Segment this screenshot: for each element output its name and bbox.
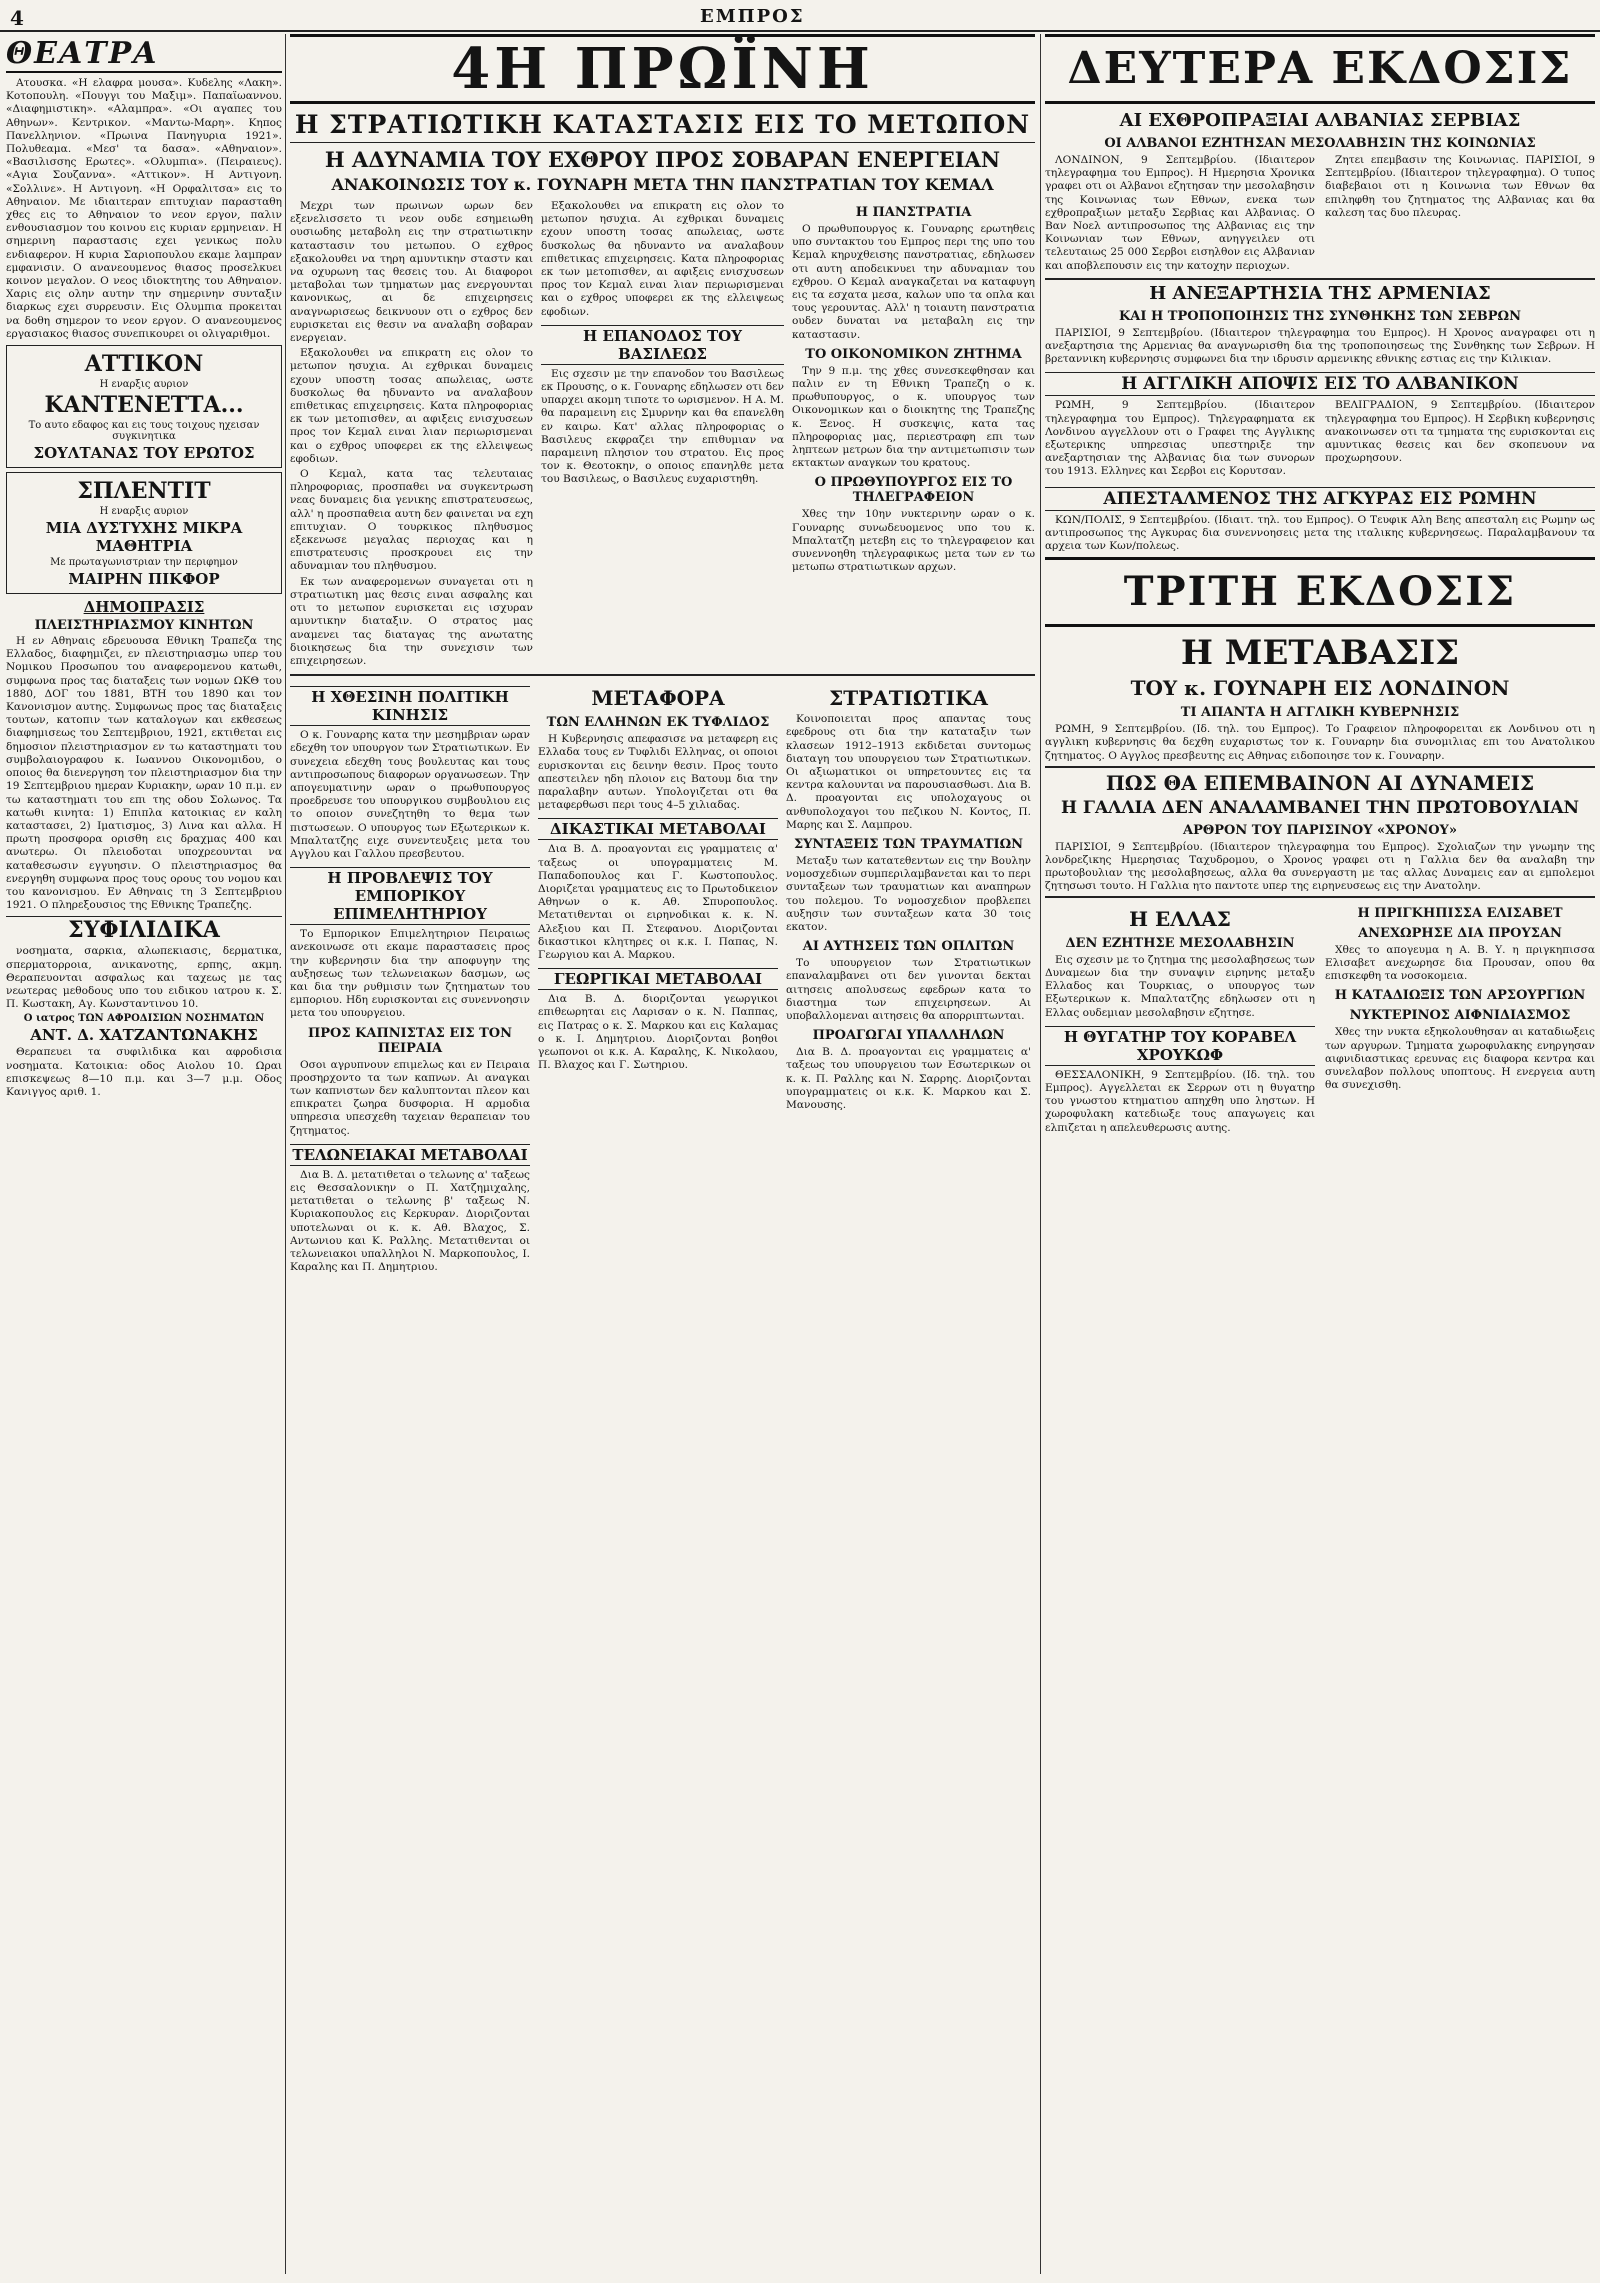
syfilidika-text: νοσηματα, σαρκια, αλωπεκιασις, δερματικα, σπερματορροια, ανικανοτης, ερπης, ακμη. Θεραπευονται ασφαλως και ταχεως με τας νεωτερας μεθοδους υπο του ειδικου ιατρου κ. Σ. Π. Κωστακη, Αγ. Κωνσταντινου 10.: [6, 945, 282, 1011]
iatros-heading: Ο ιατρος ΤΩΝ ΑΦΡΟΔΙΣΙΩΝ ΝΟΣΗΜΑΤΩΝ: [23, 1013, 265, 1025]
telonia-text: Δια Β. Δ. μετατιθεται ο τελωνης α' ταξεως εις Θεσσαλονικην ο Π. Χατζημιχαλης, μετατιθεται ο τελωνης β' ταξεως Ν. Κυριακοπουλος εις Κερκυραν. Διοριζονται υποτελωναι οι κ. κ. Αθ. Βλαχος, Σ. Αντωνιου και Κ. Ραλλης. Μετατιθενται οι τελωνειακοι υπαλληλοι Ν. Μαρκοπουλος, Ι. Καραλης και Π. Δημητριου.: [290, 1168, 530, 1274]
armenia-headline: Η ΑΝΕΞΑΡΤΗΣΙΑ ΤΗΣ ΑΡΜΕΝΙΑΣ: [1045, 278, 1595, 304]
splentit-ad: [6, 472, 282, 594]
proagogai-text: Δια Β. Δ. προαγονται εις γραμματεις α' ταξεως του υπουργειου των Εσωτερικων οι κ. κ. Π. Ραλλης και Ν. Σαρρης. Διοριζονται υπογραμματεις οι κ.κ. Κ. Μαρκου και Σ. Μανουσης.: [786, 1046, 1031, 1111]
lower-col-3: [786, 680, 1031, 1276]
front-section: [290, 34, 1035, 2274]
dikastikai-heading: ΔΙΚΑΣΤΙΚΑΙ ΜΕΤΑΒΟΛΑΙ: [538, 818, 778, 840]
english-view-text-2: ΒΕΛΙΓΡΑΔΙΟΝ, 9 Σεπτεμβρίου. (Ιδιαιτερον τηλεγραφημα του Εμπρος). Η Σερβικη κυβερνησις ανακοινωσεν οτι τα τμηματα της ευρισκονται εις αμυντικας θεσεις και δεν σκοπευουν να προχωρησουν.: [1325, 399, 1595, 465]
prothypourgos-text: Χθες την 10ην νυκτερινην ωραν ο κ. Γουναρης συνωδευομενος υπο του κ. Μπαλτατζη μετεβη εις το τηλεγραφειον και συνεννοηθη τηλεγραφικως μετα των εν τω μετωπω στρατιωτικων αρχων.: [792, 508, 1035, 574]
theatra-heading: ΘΕΑΤΡΑ: [6, 36, 282, 73]
london-deck: ΤΙ ΑΠΑΝΤΑ Η ΑΓΓΛΙΚΗ ΚΥΒΕΡΝΗΣΙΣ: [1180, 705, 1460, 721]
lead-headline: Η ΣΤΡΑΤΙΩΤΙΚΗ ΚΑΤΑΣΤΑΣΙΣ ΕΙΣ ΤΟ ΜΕΤΩΠΟΝ: [290, 110, 1035, 143]
panstratia-heading: Η ΠΑΝΣΤΡΑΤΙΑ: [855, 205, 972, 220]
mia-title: ΜΙΑ ΔΥΣΤΥΧΗΣ ΜΙΚΡΑ ΜΑΘΗΤΡΙΑ: [45, 519, 243, 556]
right-section: [1045, 34, 1595, 2274]
pleistiriasmou-heading: ΠΛΕΙΣΤΗΡΙΑΣΜΟΥ ΚΙΝΗΤΩΝ: [34, 618, 254, 634]
powers-text: ΠΑΡΙΣΙΟΙ, 9 Σεπτεμβρίου. (Ιδιαιτερον τηλεγραφημα του Εμπρος). Σχολιαζων την γνωμην της λονδρεζικης Ημερησιας Ταχυδρομου, ο Χρονος γραφει οτι η Γαλλια δεν θα αναλαβη την πρωτοβουλιαν της μεσολαβησεως, αλλα θα συνεργαστη με τας αλλας Δυναμεις εαν αι εμπολεμοι ζητησωσι τουτο. Η Γαλλια ητο παντοτε υπερ της ειρηνευσεως εις την Ανατολην.: [1045, 840, 1595, 893]
english-view-columns: [1045, 399, 1595, 480]
armenia-subheadline: ΚΑΙ Η ΤΡΟΠΟΠΟΙΗΣΙΣ ΤΗΣ ΣΥΝΘΗΚΗΣ ΤΩΝ ΣΕΒΡΩΝ: [1118, 308, 1522, 324]
lower-col-1: [290, 680, 530, 1276]
kantenetta-sub: Το αυτο εδαφος και εις τους τοιχους ηχεισαν συγκινητικα: [28, 420, 260, 443]
column-divider: [285, 34, 286, 2274]
kapnos-text: Οσοι αγρυπνουν επιμελως και εν Πειραια προσηρχοντο τα των καπνων. Αι αναγκαι των καπνιστων δεν καλυπτονται πλεον και επικρατει ζωηρα δυσφορια. Η αρμοδια υπηρεσια υπεσχεθη ταχειαν θεραπειαν του ζητηματος.: [290, 1058, 530, 1137]
front-paragraph: Εξακολουθει να επικρατη εις ολον το μετωπον ησυχια. Αι εχθρικαι δυναμεις εχουν υποστη τοσας απωλειας, ωστε δυσκολως θα ηδυναντο να αναλαβουν επιθετικας επιχειρησεις. Κατα πληροφοριας εκ των μετοπισθεν, αι αφιξεις ενισχυσεων προς τον Κεμαλ ειναι λιαν περιωρισμεναι και ο εχθρος υποφερει εκ της ελλειψεως εφοδιων.: [541, 200, 784, 318]
syfilidika-heading: ΣΥΦΙΛΙΔΙΚΑ: [6, 916, 282, 943]
metafora-subheading: ΤΩΝ ΕΛΛΗΝΩΝ ΕΚ ΤΥΦΛΙΔΟΣ: [546, 715, 770, 731]
lead-subheadline: Η ΑΔΥΝΑΜΙΑ ΤΟΥ ΕΧΘΡΟΥ ΠΡΟΣ ΣΟΒΑΡΑΝ ΕΝΕΡΓΕΙΑΝ: [324, 147, 1001, 172]
provlimata-text: Το Εμπορικον Επιμελητηριον Πειραιως ανεκοινωσε οτι εκαμε παραστασεις προς την κυβερνησιν δια την αποφυγην της αυξησεως των τελωνειακων δασμων, ως και δια την ρυθμισιν των ζητηματων του εμποριου. Ηδη ευρισκονται εις συνεννοησιν μετα του υπουργειου.: [290, 928, 530, 1020]
oikonomiko-heading: ΤΟ ΟΙΚΟΝΟΜΙΚΟΝ ΖΗΤΗΜΑ: [805, 346, 1022, 362]
soultanas-title: ΣΟΥΛΤΑΝΑΣ ΤΟΥ ΕΡΩΤΟΣ: [33, 444, 255, 463]
english-view-text: ΡΩΜΗ, 9 Σεπτεμβρίου. (Ιδιαιτερον τηλεγραφημα του Εμπρος). Τηλεγραφηματα εκ Λονδινου αγγελλουν οτι ο Γραφει της Αγγλικης εξωτερικης υπηρεσιας υπεστηριξε την ανεξαρτησιαν της Αλβανιας δια των συνορων του 1913. Ελληνες και Σερβοι εις Κορυτσαν.: [1045, 399, 1315, 478]
oikonomiko-text: Την 9 π.μ. της χθες συνεσκεφθησαν και παλιν εν τη Εθνικη Τραπεζη ο κ. πρωθυπουργος, ο κ. υπουργος των Οικονομικων και ο διοικητης της Τραπεζης κ. Ξενος. Η συσκεψις, κατα τας πληροφοριας μας, περιεστραφη επι των ληπτεων μετρων δια την αντιμετωπισιν των εκτακτων αναγκων του κρατους.: [792, 364, 1035, 470]
london-text: ΡΩΜΗ, 9 Σεπτεμβρίου. (Ιδ. τηλ. του Εμπρος). Το Γραφειον πληροφορειται εκ Λονδινου οτι η αγγλικη κυβερνησις θα δεχθη ευχαριστως τον κ. Γουναρην δια συνομιλιας επι του Ανατολικου ζητηματος. Ο Αγγλος πρεσβευτης εις Αθηνας ειδοποιησε τον κ. Γουναρην.: [1045, 723, 1595, 762]
syntaxis-heading: ΣΥΝΤΑΞΕΙΣ ΤΩΝ ΤΡΑΥΜΑΤΙΩΝ: [793, 836, 1024, 852]
attikon-ad: [6, 345, 282, 468]
lead-deck: ΑΝΑΚΟΙΝΩΣΙΣ ΤΟΥ κ. ΓΟΥΝΑΡΗ ΜΕΤΑ ΤΗΝ ΠΑΝΣΤΡΑΤΙΑΝ ΤΟΥ ΚΕΜΑΛ: [331, 175, 994, 194]
albania-columns: [1045, 154, 1595, 275]
armenia-text: ΠΑΡΙΣΙΟΙ, 9 Σεπτεμβρίου. (Ιδιαιτερον τηλεγραφημα του Εμπρος). Η Χρονος αναγραφει οτι η ανεξαρτησια της Αρμενιας θα αναγνωρισθη δια της τροποποιησεως της Συνθηκης των Σεβρων. Η βρεταννικη κυβερνησις συμφωνει δια την ιδρυσιν αρμενικης εθνικης εστιας εις την Κιλικιαν.: [1045, 326, 1595, 366]
lower-col-2: [538, 680, 778, 1276]
dikastikai-text: Δια Β. Δ. προαγονται εις γραμματεις α' ταξεως οι υπογραμματεις Μ. Παπαδοπουλος και Γ. Κωστοπουλος. Διοριζεται γραμματευς εις το Πρωτοδικειον Αθηνων ο κ. Αθ. Σπυροπουλος. Μετατιθενται οι ειρηνοδικαι κ. κ. Ν. Αλεξιου και Π. Στεφανου. Διοριζονται δικαστικοι κλητηρες οι κ.κ. Ι. Παπας, Ν. Γεωργιου και Α. Μαρκου.: [538, 843, 778, 961]
aitisi-text: Το υπουργειον των Στρατιωτικων επαναλαμβανει οτι δεν γινονται δεκται αιτησεις απολυσεως εφεδρων κατα το διαστημα των επιχειρησεων. Αι υποβαλλομεναι αιτησεις θα απορριπτωνται.: [786, 957, 1031, 1022]
proagogai-heading: ΠΡΟΑΓΩΓΑΙ ΥΠΑΛΛΗΛΩΝ: [812, 1028, 1005, 1044]
georgikai-text: Δια Β. Δ. διοριζονται γεωργικοι επιθεωρηται εις Λαρισαν ο κ. Ν. Παππας, εις Πατρας ο κ. Σ. Μαρκου και εις Καλαμας ο κ. Ι. Δημητριου. Διοριζονται βοηθοι γεωπονοι οι κ.κ. Α. Καραλης, Κ. Νικολαου, Π. Βλαχος και Γ. Σωτηριου.: [538, 993, 778, 1072]
powers-headline: ΠΩΣ ΘΑ ΕΠΕΜΒΑΙΝΟΝ ΑΙ ΔΥΝΑΜΕΙΣ: [1045, 766, 1595, 795]
pursuit-headline: Η ΚΑΤΑΔΙΩΞΙΣ ΤΩΝ ΑΡΣΟΥΡΓΙΩΝ: [1334, 988, 1586, 1004]
princess-text: Χθες το απογευμα η Α. Β. Υ. η πριγκηπισσα Ελισαβετ ανεχωρησε δια Προυσαν, οπου θα επισκεφθη τα νοσοκομεια.: [1325, 943, 1595, 983]
iatros-text: Θεραπευει τα συφιλιδικα και αφροδισια νοσηματα. Κατοικια: οδος Αιολου 10. Ωραι επισκεψεως 8—10 π.μ. και 3—7 μ.μ. Οδος Κανιγγος αριθ. 1.: [6, 1046, 282, 1098]
hellas-text: Εις σχεσιν με το ζητημα της μεσολαβησεως των Δυναμεων δια την συναψιν ειρηνης μεταξυ Ελλαδος και Τουρκιας, ο υπουργος των Εξωτερικων κ. Μπαλτατζης εδηλωσεν οτι η Ελλας ουδεμιαν μεσολαβησιν εζητησε.: [1045, 953, 1315, 1019]
front-paragraph: Εκ των αναφερομενων συναγεται οτι η στρατιωτικη μας θεσις ειναι ασφαλης και οτι το μετωπον ευρισκεται εις ισχυραν αμυντικην διαταξιν. Ο στρατος μας αναμενει τας διαταγας της ανωτατης διοικησεως δια την συνεχισιν των επιχειρησεων.: [290, 575, 533, 667]
page-number: 4: [10, 6, 24, 30]
kapnos-heading: ΠΡΟΣ ΚΑΠΝΙΣΤΑΣ ΕΙΣ ΤΟΝ ΠΕΙΡΑΙΑ: [308, 1025, 512, 1056]
iatros-name: ΑΝΤ. Δ. ΧΑΤΖΑΝΤΩΝΑΚΗΣ: [30, 1026, 258, 1045]
column-divider: [1040, 34, 1041, 2274]
albania-text-2: Ζητει επεμβασιν της Κοινωνιας. ΠΑΡΙΣΙΟΙ, 9 Σεπτεμβρίου. (Ιδιαιτερον τηλεγραφημα). Ο τυπος διαβεβαιοι οτι η Κοινωνια των Εθνων θα επιληφθη του ζητηματος της Αλβανιας και θα καλεση τας δυο πλευρας.: [1325, 154, 1595, 219]
front-col-2: [541, 200, 784, 670]
attikon-sub: Η εναρξις αυριον: [99, 379, 189, 391]
daughter-headline: Η ΘΥΓΑΤΗΡ ΤΟΥ ΚΟΡΑΒΕΛ ΧΡΟΥΚΩΦ: [1045, 1026, 1315, 1066]
newspaper-name: ΕΜΠΡΟΣ: [700, 6, 805, 27]
albania-subheadline: ΟΙ ΑΛΒΑΝΟΙ ΕΖΗΤΗΣΑΝ ΜΕΣΟΛΑΒΗΣΙΝ ΤΗΣ ΚΟΙΝΩΝΙΑΣ: [1104, 136, 1536, 151]
splentit-title: ΣΠΛΕΝΤΙΤ: [77, 478, 211, 505]
splentit-sub: Η εναρξις αυριον: [99, 506, 189, 518]
hellas-headline: Η ΕΛΛΑΣ: [1129, 906, 1231, 931]
edition-banner: 4Η ΠΡΩΪΝΗ: [290, 34, 1035, 104]
panstratia-text: Ο πρωθυπουργος κ. Γουναρης ερωτηθεις υπο συντακτου του Εμπρος περι της υπο του Κεμαλ κηρυχθεισης πανστρατιας, εδηλωσεν οτι αυτη αποδεικνυει την αδυναμιαν του εχθρου. Ο Κεμαλ αναγκαζεται να καταφυγη εις τα εσχατα μεσα, καλων υπο τα οπλα και τους γερουντας. Αλλ' η τοιαυτη πανστρατια ουδεν δυναται να μεταβαλη εις την καταστασιν.: [792, 223, 1035, 341]
vasileus-heading: Η ΕΠΑΝΟΔΟΣ ΤΟΥ ΒΑΣΙΛΕΩΣ: [541, 325, 784, 365]
princess-headline: Η ΠΡΙΓΚΗΠΙΣΣΑ ΕΛΙΣΑΒΕΤ: [1357, 905, 1563, 921]
albania-headline: ΑΙ ΕΧΘΡΟΠΡΑΞΙΑΙ ΑΛΒΑΝΙΑΣ ΣΕΡΒΙΑΣ: [1119, 110, 1521, 131]
metafora-text: Η Κυβερνησις απεφασισε να μεταφερη εις Ελλαδα τους εν Τυφλιδι Ελληνας, οι οποιοι ευρισκονται εις δεινην θεσιν. Προς τουτο απεστειλεν ηδη πλοιον εις Βατουμ δια την παραλαβην αυτων. Υπολογιζεται οτι θα μεταφερθωσι περι τους 4–5 χιλιαδας.: [538, 733, 778, 812]
mia-sub: Με πρωταγωνιστριαν την περιφημον: [50, 557, 238, 569]
kantenetta-title: ΚΑΝΤΕΝΕΤΤΑ...: [44, 392, 244, 419]
aitisi-heading: ΑΙ ΑΥΤΗΣΕΙΣ ΤΩΝ ΟΠΛΙΤΩΝ: [802, 939, 1015, 955]
left-column: [6, 34, 282, 2274]
prothypourgos-heading: Ο ΠΡΩΘΥΠΟΥΡΓΟΣ ΕΙΣ ΤΟ ΤΗΛΕΓΡΑΦΕΙΟΝ: [814, 475, 1013, 506]
powers-subheadline: Η ΓΑΛΛΙΑ ΔΕΝ ΑΝΑΛΑΜΒΑΝΕΙ ΤΗΝ ΠΡΩΤΟΒΟΥΛΙΑΝ: [1060, 797, 1580, 818]
provlimata-heading: Η ΠΡΟΒΛΕΨΙΣ ΤΟΥ ΕΜΠΟΡΙΚΟΥ ΕΠΙΜΕΛΗΤΗΡΙΟΥ: [290, 867, 530, 925]
powers-deck: ΑΡΘΡΟΝ ΤΟΥ ΠΑΡΙΣΙΝΟΥ «ΧΡΟΝΟΥ»: [1183, 822, 1457, 838]
mairin-title: ΜΑΙΡΗΝ ΠΙΚΦΟΡ: [68, 570, 220, 589]
syntaxis-text: Μεταξυ των κατατεθεντων εις την Βουλην νομοσχεδιων συμπεριλαμβανεται και το περι συνταξεων των τραυματιων και αναπηρων του πολεμου. Το νομοσχεδιον προβλεπει αυξησιν των συνταξεων κατα 30 τοις εκατον.: [786, 854, 1031, 933]
hellas-subheadline: ΔΕΝ ΕΖΗΤΗΣΕ ΜΕΣΟΛΑΒΗΣΙΝ: [1065, 935, 1295, 951]
theatra-text: Ατουσκα. «Η ελαφρα μουσα». Κυδελης «Λακη». Κοτοπουλη. «Πουγγι του Μαξιμ». Παπαϊωαννου. «Διαφημιστικη». «Αλαμπρα». «Οι αγαπες του Αθηνων». Κεντρικον. «Μαντω-Μαρη». Κηπος Πανελληνιον. «Πρωινα Πανηγυρια 1921». Πολυθεαμα. «Μεσ' τα δασα». «Αθηναιον». «Βασιλισσης Ερωτες». «Ολυμπια». (Πειραιευς). «Αγια Σουζαννα». «Αττικον». Η Αντιγονη. «Σολλινε». Η Αντιγονη. «Η Ορφαλιτσα» εις το Αθηναιον. Με ιδιαιτεραν επιτυχιαν παρασταθη χθες εις το Αθηναιον το νεον εργον, παλιν ενθουσιασμον του κοινου εις κυριαν ερμηνειαν. Η σημερινη παραστασις εχει γενικως πολυ ενδιαφερον. Η κυρια Σαριοπουλου εκαμε λαμπραν εμφανισιν. Ο ανανεουμενος θιασος προσελκυει κοινον μεγαλον. Ο νεος ιδιοκτητης του Αθηναιον. Χαρις εις ολην αυτην την σημερινην συνταξιν διαρκως εχει συρρευσιν. Εις Ολυμπια προκειται να δοθη σημερον το νεον εργον. Ο ανανεουμενος εργασιακος θιασος συνεπικουρει οι ολιγαριθμοι.: [6, 77, 282, 340]
metafora-heading: ΜΕΤΑΦΟΡΑ: [591, 686, 725, 711]
front-paragraph: Εξακολουθει να επικρατη εις ολον το μετωπον ησυχια. Αι εχθρικαι δυναμεις εχουν υποστη τοσας απωλειας, ωστε δυσκολως θα ηδυναντο να αναλαβουν επιθετικας επιχειρησεις. Κατα πληροφοριας εκ των μετοπισθεν, αι αφιξεις ενισχυσεων προς τον Κεμαλ ειναι λιαν περιωρισμεναι και ο εχθρος υποφερει εκ της ελλειψεως εφοδιων.: [290, 347, 533, 465]
stratiotika-text: Κοινοποιειται προς απαντας τους εφεδρους οτι δια την καταταξιν των κλασεων 1912–1913 εκδιδεται συντομως διαταγη του υπουργειου των Στρατιωτικων. Οι αξιωματικοι οι υπηρετουντες εις τα κεντρα καλουνται να παρουσιασθωσι. Δια Β. Δ. προαγονται εις υπολοχαγους οι ανθυπολοχαγοι του πεζικου Ν. Κοντος, Π. Μαρης και Σ. Λαμπρου.: [786, 713, 1031, 831]
front-col-1: [290, 200, 533, 670]
masthead: [0, 6, 1600, 28]
dimoprasia-heading: ΔΗΜΟΠΡΑΣΙΣ: [83, 598, 205, 617]
albania-text: ΛΟΝΔΙΝΟΝ, 9 Σεπτεμβρίου. (Ιδιαιτερον τηλεγραφημα του Εμπρος). Η Ημερησια Χρονικα γραφει οτι οι Αλβανοι εζητησαν την μεσολαβησιν της Κοινωνιας των Εθνων, ενεκα των εχθροπραξιων μεταξυ Σερβιας και Αλβανιας. Ο Βαν Νοελ αντιπροσωπος της Αλβανιας εις την Κοινωνιαν των Εθνων, ανηγγειλεν οτι τελευταιως 25 000 Σερβοι εισηλθον εις Αλβανιαν και αποβλεπουσιν εις την κατοχην περιοχων.: [1045, 154, 1315, 272]
front-columns: [290, 200, 1035, 670]
english-view-headline: Η ΑΓΓΛΙΚΗ ΑΠΟΨΙΣ ΕΙΣ ΤΟ ΑΛΒΑΝΙΚΟΝ: [1045, 372, 1595, 396]
pursuit-subheadline: ΝΥΚΤΕΡΙΝΟΣ ΑΙΦΝΙΔΙΑΣΜΟΣ: [1349, 1008, 1571, 1024]
xoreia-heading: Η ΧΘΕΣΙΝΗ ΠΟΛΙΤΙΚΗ ΚΙΝΗΣΙΣ: [290, 686, 530, 726]
dimoprasia-text: Η εν Αθηναις εδρευουσα Εθνικη Τραπεζα της Ελλαδος, διαφημιζει, εν πλειστηριασμω υπερ του Νομικου Προσωπου του αναφερομενου κατωθι, συμφωνα προς τας διαταξεις των νομων ΩΚΘ του 1880, ΔΟΓ του 1881, ΒΤΗ του 1890 και τον Κανονισμον αυτης. Συμφωνως προς τας διαταξεις τουτων, κατοπιν των καταλογων και εκθεσεως διαφημισεως του Σεπτεμβριου, 1921, εκτιθεται εις δημοσιον πλειστηριασμον εν τω καταστηματι του συμβολαιογραφου κ. Ιωαννου Οικονομιδου, ο οποιος θα διενεργηση τον πλειστηριασμον δια την 19 Σεπτεμβριου ημεραν Κυριακην, ωραν 10 π.μ. εν τω καταστηματι του επι της οδου Σολωνος. Τα κατωθι κινητα: 1) Επιπλα κατοικιας εν καλη καταστασει, 2) Ιματισμος, 3) Λινα και αλλα. Η πρωτη προσφορα ορισθη εις δραχμας 400 και ανωτερω. Οι πλειοδοται υποχρεουνται να καταθεσωσιν εγγυησιν. Ο πλειστηριασμος θα ενεργηθη συμφωνα προς τους ορους του νομου και του κανονισμου. Εν Αθηναις τη 3 Σεπτεμβριου 1921. Ο πληρεξουσιος της Εθνικης Τραπεζης.: [6, 635, 282, 912]
princess-subheadline: ΑΝΕΧΩΡΗΣΕ ΔΙΑ ΠΡΟΥΣΑΝ: [1358, 925, 1562, 941]
daughter-text: ΘΕΣΣΑΛΟΝΙΚΗ, 9 Σεπτεμβρίου. (Ιδ. τηλ. του Εμπρος). Αγγελλεται εκ Σερρων οτι η θυγατηρ του γνωστου κτηματιου απηχθη υπο ληστων. Η χωροφυλακη κατεδιωξε τους απαγωγεις και ελπιζεται η απελευθερωσις αυτης.: [1045, 1068, 1315, 1134]
georgikai-heading: ΓΕΩΡΓΙΚΑΙ ΜΕΤΑΒΟΛΑΙ: [538, 968, 778, 990]
front-paragraph: Μεχρι των πρωινων ωρων δεν εξενελισσετο τι νεον ουδε εσημειωθη ουσιωδης μεταβολη εις την στρατιωτικην καταστασιν του μετωπου. Ο εχθρος εξακολουθει να τηρη αμυντικην σταστν και να οχυρωνη τας θεσεις του. Αι διαφοροι μεταβολαι των τμηματων μας ενεργουνται κανονικως, αι δε επιχειρησεις αναγνωρισεως δεικνυουν οτι ο εχθρος δεν ευρισκεται εις θεσιν να αναλαβη σοβαραν ενεργειαν.: [290, 200, 533, 345]
front-paragraph: Ο Κεμαλ, κατα τας τελευταιας πληροφοριας, προσπαθει να συγκεντρωση νεας δυναμεις δια γενικης επιστρατευσεως, αλλ' η προσπαθεια αυτη δεν φαινεται να εχη επιτυχιαν. Ο τουρκικος πληθυσμος εξεκενωσε μεγαλας περιοχας και η επιστρατευσις προσκρουει εις την αδυναμιαν του πληθυσμου.: [290, 468, 533, 573]
pursuit-text: Χθες την νυκτα εξηκολουθησαν αι καταδιωξεις των αργυρων. Τμηματα χωροφυλακης ενηργησαν αιφνιδιαστικας ερευνας εις διαφορα κεντρα και συνελαβον πολλους υποπτους. Η ενεργεια αυτη θα συνεχισθη.: [1325, 1026, 1595, 1092]
third-edition-banner: ΤΡΙΤΗ ΕΚΔΟΣΙΣ: [1045, 557, 1595, 627]
stratiotika-heading: ΣΤΡΑΤΙΩΤΙΚΑ: [829, 686, 988, 711]
front-col-3: [792, 200, 1035, 670]
top-rule: [0, 30, 1600, 32]
lower-columns: [290, 674, 1035, 1276]
attikon-title: ΑΤΤΙΚΟΝ: [84, 351, 204, 378]
ankara-headline: ΑΠΕΣΤΑΛΜΕΝΟΣ ΤΗΣ ΑΓΚΥΡΑΣ ΕΙΣ ΡΩΜΗΝ: [1045, 487, 1595, 511]
bottom-right-columns: [1045, 896, 1595, 1137]
xoreia-text: Ο κ. Γουναρης κατα την μεσημβριαν ωραν εδεχθη τον υπουργον των Στρατιωτικων. Εν συνεχεια εδεχθη τους βουλευτας και τους αντιπροσωπους διαφορων οργανωσεων. Την απογευματινην ωραν ο πρωθυπουργος προεδρευσε του υπουργικου συμβουλιου εις το οποιον συνεζητηθη το θεμα των πιστωσεων. Ο υπουργος των Εξωτερικων κ. Μπαλτατζης ειχε συνεντευξεις μετα του Αγγλου και Γαλλου πρεσβευτου.: [290, 729, 530, 860]
telonia-heading: ΤΕΛΩΝΕΙΑΚΑΙ ΜΕΤΑΒΟΛΑΙ: [290, 1144, 530, 1166]
ankara-text: ΚΩΝ/ΠΟΛΙΣ, 9 Σεπτεμβρίου. (Ιδιαιτ. τηλ. του Εμπρος). Ο Τευφικ Αλη Βεης απεσταλη εις Ρωμην ως αντιπροσωπος της Αγκυρας δια συνεννοησεις μετα της ιταλικης κυβερνησεως. Παραλαμβανουν τα αρχεια των Κων/πολεως.: [1045, 513, 1595, 553]
second-edition-banner: ΔΕΥΤΕΡΑ ΕΚΔΟΣΙΣ: [1045, 34, 1595, 104]
london-headline: Η ΜΕΤΑΒΑΣΙΣ: [1180, 633, 1460, 674]
london-subheadline: ΤΟΥ κ. ΓΟΥΝΑΡΗ ΕΙΣ ΛΟΝΔΙΝΟΝ: [1130, 676, 1510, 701]
vasileus-text: Εις σχεσιν με την επανοδον του Βασιλεως εκ Προυσης, ο κ. Γουναρης εδηλωσεν οτι δεν υπαρχει ακομη τιποτε το ωρισμενον. Η Α. Μ. θα παραμεινη εις Σμυρνην και θα επανελθη εν καιρω. Κατ' αλλας πληροφοριας ο Βασιλευς εκφραζει την επιθυμιαν να παραμεινη πλησιον του στρατου. Εις προς τον κ. Θεοτοκην, ο οποιος επανηλθε μετα του Βασιλεως, ο Βασιλευς ευχαριστηθη.: [541, 367, 784, 486]
